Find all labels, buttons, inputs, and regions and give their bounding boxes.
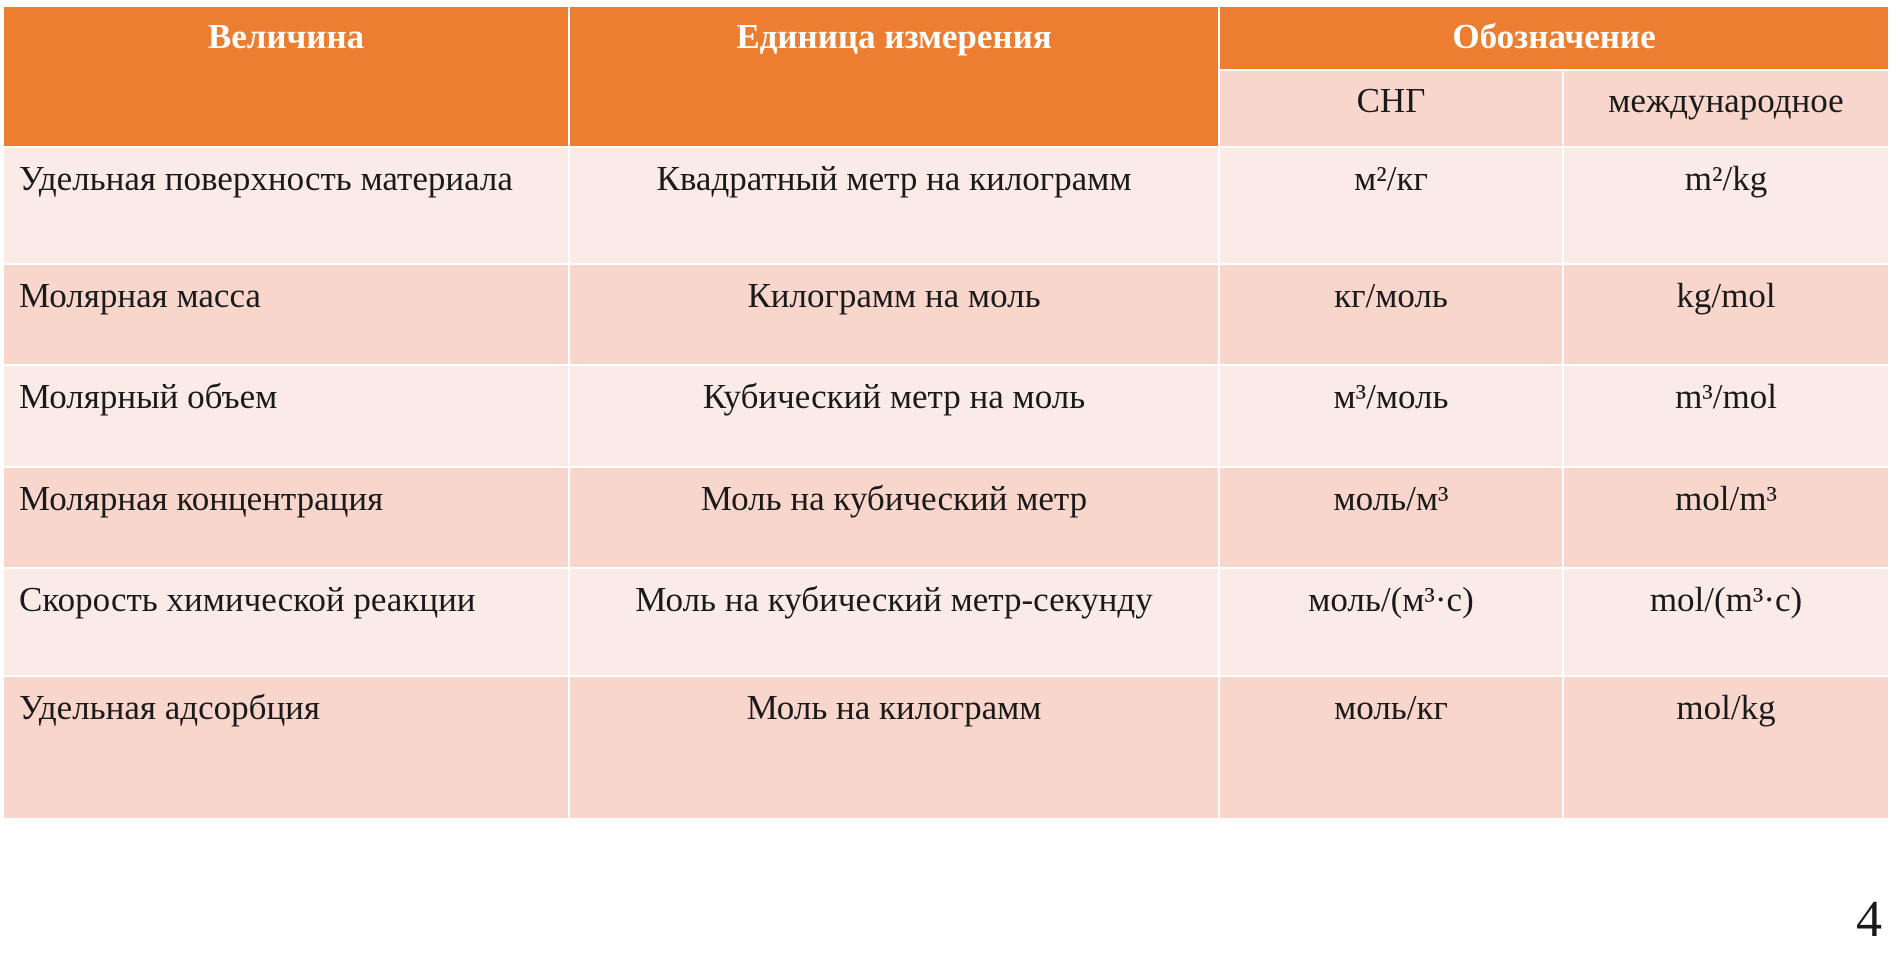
table-row	[3, 676, 1889, 819]
quantity-cell: Скорость химической реакции	[3, 568, 569, 676]
unit-cell: Квадратный метр на килограмм	[569, 147, 1219, 264]
quantity-cell: Молярный объем	[3, 365, 569, 467]
table-row	[3, 264, 1889, 365]
units-table	[2, 5, 1890, 820]
header-notation: Обозначение	[1219, 6, 1889, 70]
intl-notation-cell: m³/mol	[1563, 365, 1889, 467]
unit-cell: Моль на килограмм	[569, 676, 1219, 819]
intl-notation-cell: mol/m³	[1563, 467, 1889, 568]
cis-notation-cell: моль/м³	[1219, 467, 1563, 568]
intl-notation-cell: kg/mol	[1563, 264, 1889, 365]
intl-notation-cell: mol/kg	[1563, 676, 1889, 819]
header-unit: Единица измерения	[569, 6, 1219, 147]
quantity-cell: Удельная поверхность материала	[3, 147, 569, 264]
table-row	[3, 467, 1889, 568]
quantity-cell: Молярная концентрация	[3, 467, 569, 568]
unit-cell: Кубический метр на моль	[569, 365, 1219, 467]
header-notation-intl: международное	[1563, 70, 1889, 147]
unit-cell: Моль на кубический метр	[569, 467, 1219, 568]
intl-notation-cell: m²/kg	[1563, 147, 1889, 264]
quantity-cell: Молярная масса	[3, 264, 569, 365]
cis-notation-cell: кг/моль	[1219, 264, 1563, 365]
table-row	[3, 568, 1889, 676]
table-row	[3, 147, 1889, 264]
header-quantity: Величина	[3, 6, 569, 147]
unit-cell: Моль на кубический метр-секунду	[569, 568, 1219, 676]
cis-notation-cell: моль/кг	[1219, 676, 1563, 819]
cis-notation-cell: м²/кг	[1219, 147, 1563, 264]
header-notation-cis: СНГ	[1219, 70, 1563, 147]
quantity-cell: Удельная адсорбция	[3, 676, 569, 819]
unit-cell: Килограмм на моль	[569, 264, 1219, 365]
cis-notation-cell: моль/(м³·с)	[1219, 568, 1563, 676]
table-row	[3, 365, 1889, 467]
cis-notation-cell: м³/моль	[1219, 365, 1563, 467]
page-number: 4	[1856, 891, 1882, 948]
intl-notation-cell: mol/(m³·с)	[1563, 568, 1889, 676]
